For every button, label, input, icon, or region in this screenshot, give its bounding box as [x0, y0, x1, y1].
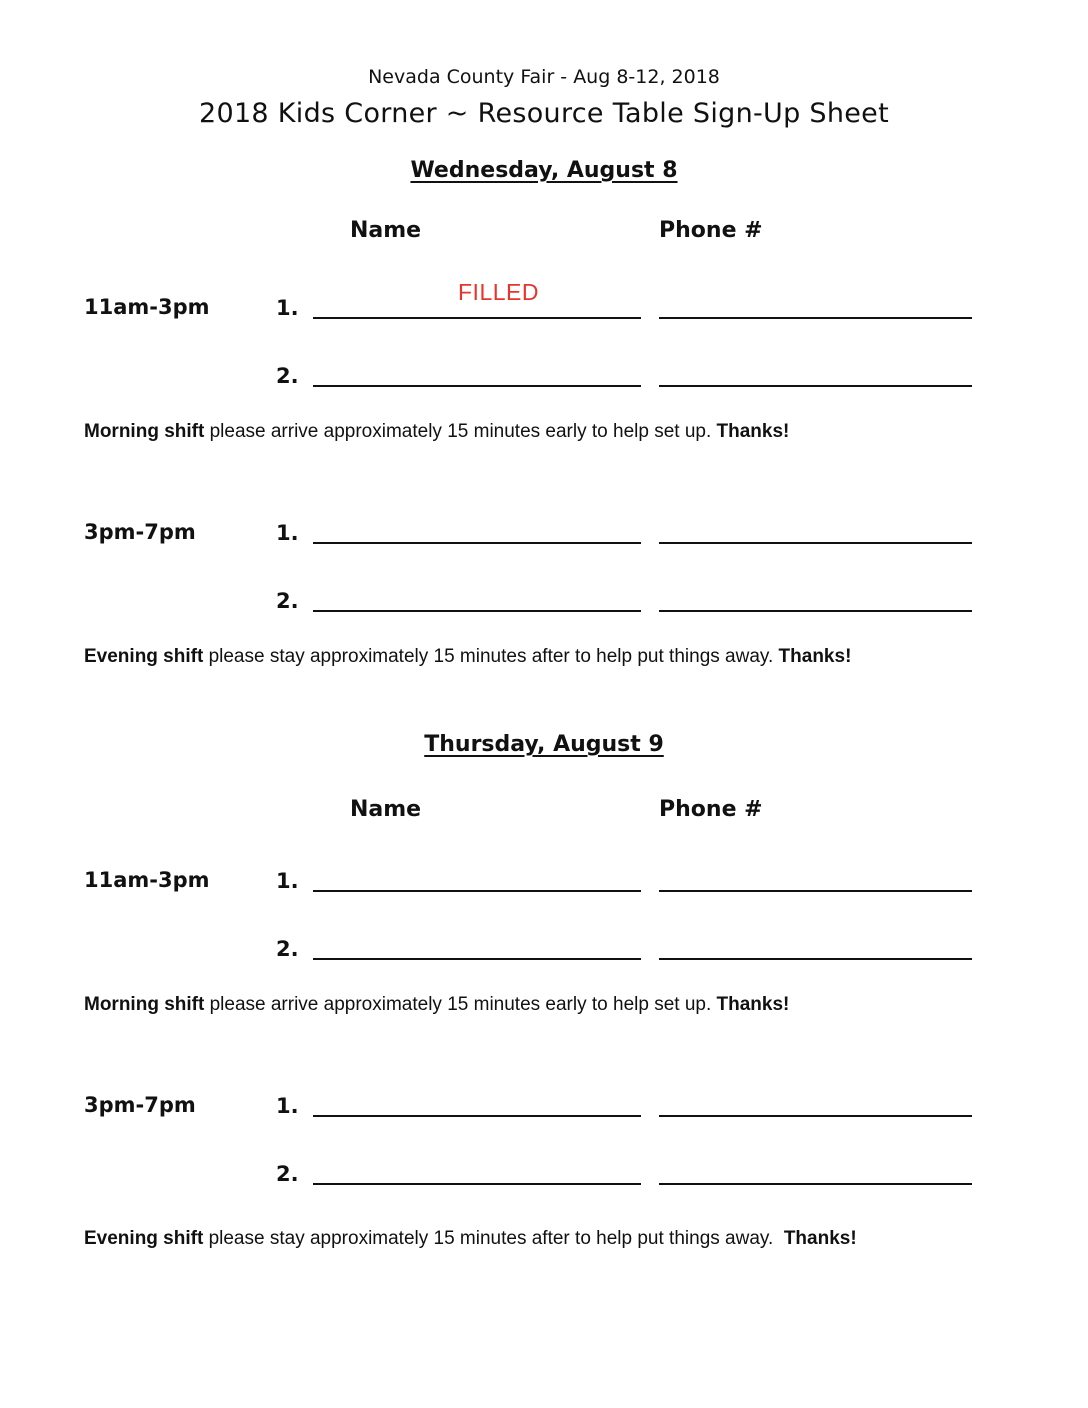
page-title: 2018 Kids Corner ~ Resource Table Sign-Up Sheet: [199, 98, 889, 129]
shift-time-label: 3pm-7pm: [84, 1093, 196, 1117]
day-heading-thursday: Thursday, August 9: [424, 732, 664, 757]
name-column-header: Name: [350, 218, 422, 243]
phone-entry-line[interactable]: [659, 610, 972, 612]
phone-entry-line[interactable]: [659, 890, 972, 892]
phone-entry-line[interactable]: [659, 1115, 972, 1117]
name-column-header: Name: [350, 797, 422, 822]
slot-number: 2.: [276, 364, 299, 388]
shift-note: Evening shift please stay approximately 15 minutes after to help put things away. Thanks!: [84, 1228, 857, 1249]
phone-entry-line[interactable]: [659, 542, 972, 544]
name-entry-line[interactable]: [313, 1183, 641, 1185]
slot-number: 1.: [276, 869, 299, 893]
name-entry-line[interactable]: [313, 610, 641, 612]
phone-entry-line[interactable]: [659, 1183, 972, 1185]
name-entry-line[interactable]: [313, 385, 641, 387]
filled-status: FILLED: [458, 279, 539, 305]
slot-number: 1.: [276, 296, 299, 320]
shift-note: Morning shift please arrive approximately 15 minutes early to help set up. Thanks!: [84, 421, 790, 442]
shift-note: Morning shift please arrive approximately 15 minutes early to help set up. Thanks!: [84, 994, 790, 1015]
phone-column-header: Phone #: [659, 218, 763, 243]
slot-number: 1.: [276, 521, 299, 545]
name-entry-line[interactable]: [313, 890, 641, 892]
phone-column-header: Phone #: [659, 797, 763, 822]
name-entry-line[interactable]: [313, 1115, 641, 1117]
phone-entry-line[interactable]: [659, 958, 972, 960]
slot-number: 1.: [276, 1094, 299, 1118]
name-entry-line[interactable]: [313, 542, 641, 544]
day-heading-wednesday: Wednesday, August 8: [410, 158, 678, 183]
slot-number: 2.: [276, 937, 299, 961]
phone-entry-line[interactable]: [659, 317, 972, 319]
name-entry-line[interactable]: [313, 958, 641, 960]
fair-subtitle: Nevada County Fair - Aug 8-12, 2018: [368, 66, 720, 88]
slot-number: 2.: [276, 1162, 299, 1186]
shift-time-label: 11am-3pm: [84, 295, 210, 319]
name-entry-line[interactable]: [313, 317, 641, 319]
slot-number: 2.: [276, 589, 299, 613]
phone-entry-line[interactable]: [659, 385, 972, 387]
shift-time-label: 3pm-7pm: [84, 520, 196, 544]
shift-time-label: 11am-3pm: [84, 868, 210, 892]
shift-note: Evening shift please stay approximately 15 minutes after to help put things away. Thanks!: [84, 646, 852, 667]
